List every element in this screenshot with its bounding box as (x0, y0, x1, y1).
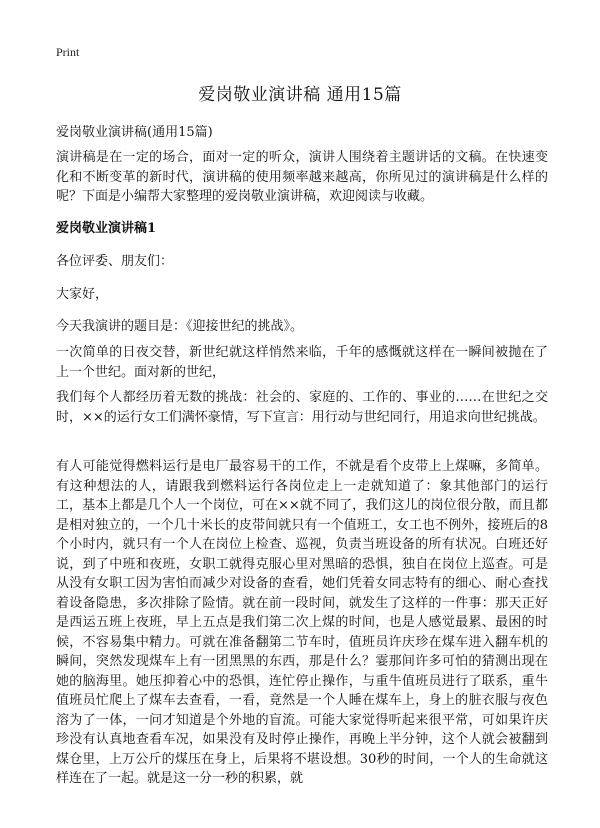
document-subtitle: 爱岗敬业演讲稿(通用15篇) (56, 125, 213, 140)
body-paragraph-1: 一次简单的日夜交替，新世纪就这样悄然来临，千年的感慨就这样在一瞬间被抛在了上一个世纪。面对新的世纪， (56, 345, 548, 380)
print-link[interactable]: Print (56, 45, 80, 59)
greeting-line: 各位评委、朋友们： (56, 254, 174, 269)
body-paragraph-2: 我们每个人都经历着无数的挑战：社会的、家庭的、工作的、事业的……在世纪之交时，××的运行女工们满怀豪情，写下宣言：用行动与世纪同行，用追求向世纪挑战。 (56, 390, 548, 425)
document-title: 爱岗敬业演讲稿 通用15篇 (198, 85, 402, 105)
section-heading: 爱岗敬业演讲稿1 (56, 221, 157, 236)
body-paragraph-3: 有人可能觉得燃料运行是电厂最容易干的工作，不就是看个皮带上上煤嘛，多简单。有这种想法的人，请跟我到燃料运行各岗位走上一走就知道了：象其他部门的运行工，基本上都是几个人一个岗位，可在××就不同了，我们这儿的岗位很分散，而且都是相对独立的，一个几十米长的皮带间就只有一个值班工，女工也不例外，接班后的8个小时内，就只有一个人在岗位上检查、巡视，负责当班设备的所有状况。白班还好说，到了中班和夜班，女职工就得克服心里对黑暗的恐惧，独自在岗位上巡查。可是从没有女职工因为害怕而减少对设备的查看，她们凭着女同志特有的细心、耐心查找着设备隐患，多次排除了险情。就在前一段时间，就发生了这样的一件事：那天正好是西运五班上夜班，早上五点是我们第二次上煤的时间，也是人感觉最累、最困的时候，不容易集中精力。可就在准备翻第二节车时，值班员许庆珍在煤车进入翻车机的瞬间，突然发现煤车上有一团黑黑的东西，那是什么？霎那间许多可怕的猜测出现在她的脑海里。她压抑着心中的恐惧，连忙停止操作，与重牛值班员进行了联系，重牛值班员忙爬上了煤车去查看，一看，竟然是一个人睡在煤车上，身上的脏衣服与夜色溶为了一体，一问才知道是个外地的盲流。可能大家觉得听起来很平常，可如果许庆珍没有认真地查看车况，如果没有及时停止操作，再晚上半分钟，这个人就会被翻到煤仓里，上万公斤的煤压在身上，后果将不堪设想。30秒的时间，一个人的生命就这样连在了一起。就是这一分一秒的积累，就 (56, 459, 548, 786)
topic-line: 今天我演讲的题目是：《迎接世纪的挑战》。 (56, 319, 304, 334)
salutation-line: 大家好， (56, 287, 109, 302)
intro-paragraph: 演讲稿是在一定的场合，面对一定的听众，演讲人围绕着主题讲话的文稿。在快速变化和不断变革的新时代，演讲稿的使用频率越来越高，你所见过的演讲稿是什么样的呢？下面是小编帮大家整理的爱岗敬业演讲稿，欢迎阅读与收藏。 (56, 150, 548, 204)
